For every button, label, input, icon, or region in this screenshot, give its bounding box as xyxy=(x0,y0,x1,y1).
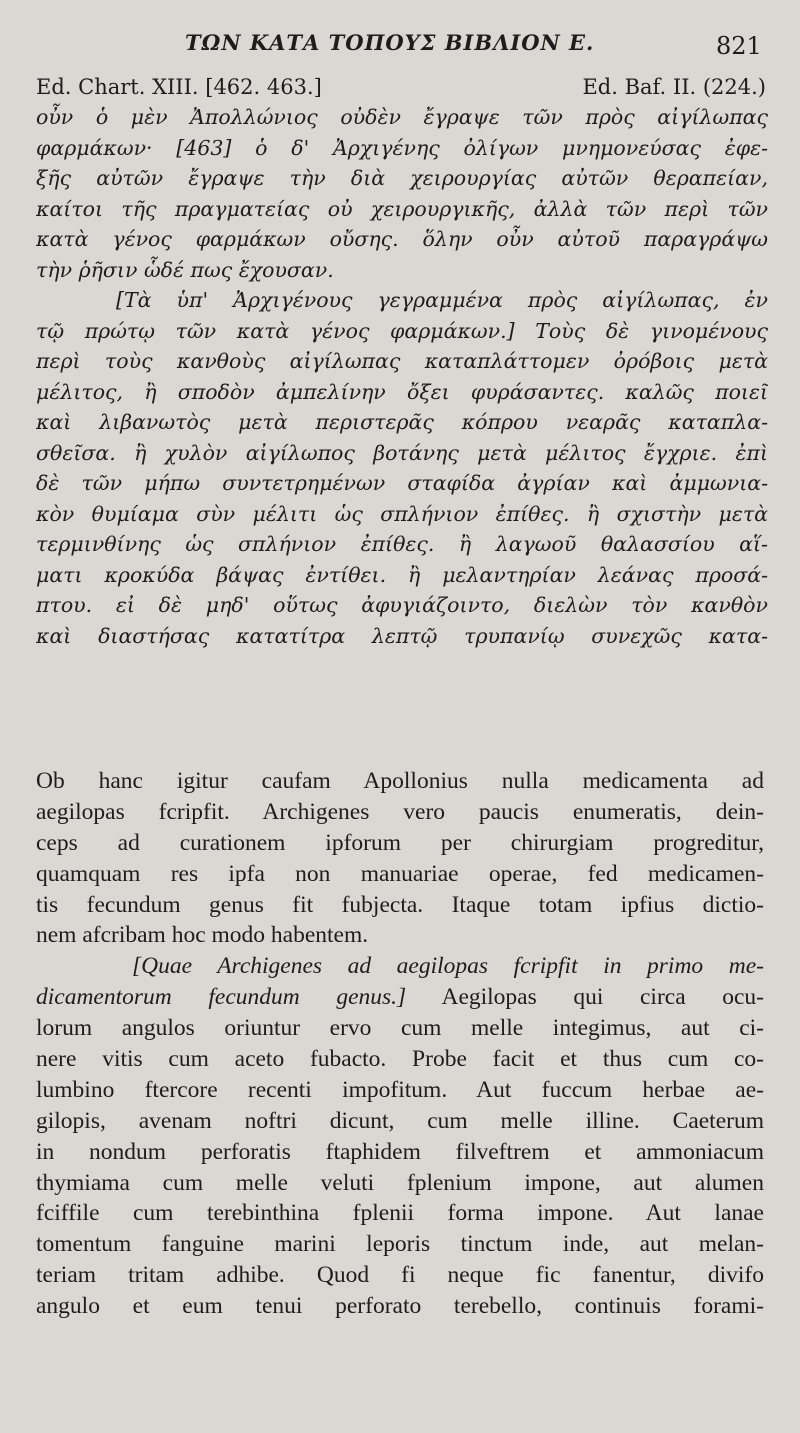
latin-line: lorum angulos oriuntur ervo cum melle integimus, aut ci- xyxy=(36,1015,764,1042)
greek-line: τερμινθίνης ὡς σπλήνιον ἐπίθες. ἢ λαγωοῦ θαλασσίου αἵ- xyxy=(36,532,768,556)
edition-basel-ref: Ed. Baf. II. (224.) xyxy=(582,75,766,99)
latin-line: fciffile cum terebinthina fplenii forma impone. Aut lanae xyxy=(36,1200,764,1227)
latin-line: in nondum perforatis ftaphidem filveftrem et ammoniacum xyxy=(36,1138,764,1165)
latin-line: nem afcribam hoc modo habentem. xyxy=(36,922,369,949)
latin-line: gilopis, avenam noftri dicunt, cum melle illine. Caeterum xyxy=(36,1107,764,1134)
latin-line: thymiama cum melle veluti fplenium impone, aut alumen xyxy=(36,1169,764,1196)
greek-line: καὶ λιβανωτὸς μετὰ περιστερᾶς κόπρου νεαρᾶς καταπλα- xyxy=(36,410,768,434)
edition-chart-ref: Ed. Chart. XIII. [462. 463.] xyxy=(36,75,322,99)
greek-line: ξῆς αὐτῶν ἔγραψε τὴν διὰ χειρουργίας αὐτῶν θεραπείαν, xyxy=(36,166,768,190)
greek-line: κατὰ γένος φαρμάκων οὔσης. ὅλην οὖν αὐτοῦ παραγράψω xyxy=(36,227,768,251)
latin-line: angulo et eum tenui perforato terebello, continuis forami- xyxy=(36,1293,764,1320)
latin-line: lumbino ftercore recenti impofitum. Aut fuccum herbae ae- xyxy=(36,1076,764,1103)
greek-line: καὶ διαστήσας κατατίτρα λεπτῷ τρυπανίῳ συνεχῶς κατα- xyxy=(36,623,768,648)
section-title-italic: [Quae Archigenes ad aegilopas fcripfit in primo me- xyxy=(132,953,764,980)
latin-line: teriam tritam adhibe. Quod fi neque fic fanentur, divifo xyxy=(36,1262,764,1289)
edition-references xyxy=(36,75,766,103)
greek-line: τὴν ῥῆσιν ὧδέ πως ἔχουσαν. xyxy=(36,257,334,282)
latin-line: quamquam res ipfa non manuariae operae, fed medicamen- xyxy=(36,860,764,887)
greek-line: τῷ πρώτῳ τῶν κατὰ γένος φαρμάκων.] Τοὺς δὲ γινομένους xyxy=(36,318,768,343)
greek-line: δὲ τῶν μήπω συντετρημένων σταφίδα ἀγρίαν καὶ ἀμμωνια- xyxy=(36,471,768,495)
latin-line: ceps ad curationem ipforum per chirurgiam progreditur, xyxy=(36,829,764,856)
greek-line: [Τὰ ὑπ' Ἀρχιγένους γεγραμμένα πρὸς αἰγίλωπας, ἐν xyxy=(116,288,768,312)
greek-text xyxy=(36,102,768,651)
latin-text xyxy=(36,766,764,1322)
greek-line: περὶ τοὺς κανθοὺς αἰγίλωπας καταπλάττομεν ὀρόβοις μετὰ xyxy=(36,349,768,373)
latin-line xyxy=(36,982,764,1013)
latin-line-rest: Aegilopas qui circa ocu- xyxy=(406,984,764,1011)
header-title: ΤΩΝ ΚΑΤΑ ΤΟΠΟΥΣ ΒΙΒΛΙΟΝ Ε. xyxy=(185,30,595,55)
latin-line: tis fecundum genus fit fubjecta. Itaque totam ipfius dictio- xyxy=(36,891,764,918)
greek-line: κὸν θυμίαμα σὺν μέλιτι ὡς σπλήνιον ἐπίθες. ἢ σχιστὴν μετὰ xyxy=(36,501,768,526)
greek-line: ματι κροκύδα βάψας ἐντίθει. ἢ μελαντηρίαν λεάνας προσά- xyxy=(36,562,768,587)
latin-line: aegilopas fcripfit. Archigenes vero paucis enumeratis, dein- xyxy=(36,798,764,825)
latin-line: nere vitis cum aceto fubacto. Probe facit et thus cum co- xyxy=(36,1046,764,1073)
latin-section-heading xyxy=(36,951,764,982)
greek-line: σθεῖσα. ἢ χυλὸν αἰγίλωπος βοτάνης μετὰ μέλιτος ἔγχριε. ἐπὶ xyxy=(36,440,768,465)
section-title-italic-cont: dicamentorum fecundum genus.] xyxy=(36,984,407,1011)
greek-line: πτου. εἰ δὲ μηδ' οὕτως ἀφυγιάζοιντο, διελὼν τὸν κανθὸν xyxy=(36,593,768,617)
latin-line: tomentum fanguine marini leporis tinctum inde, aut melan- xyxy=(36,1231,764,1258)
greek-line: μέλιτος, ἢ σποδὸν ἀμπελίνην ὄξει φυράσαντες. καλῶς ποιεῖ xyxy=(36,379,768,404)
greek-line: καίτοι τῆς πραγματείας οὐ χειρουργικῆς, ἀλλὰ τῶν περὶ τῶν xyxy=(36,196,768,221)
running-header xyxy=(0,28,800,68)
greek-line: οὖν ὁ μὲν Ἀπολλώνιος οὐδὲν ἔγραψε τῶν πρὸς αἰγίλωπας xyxy=(36,105,768,129)
page-number: 821 xyxy=(716,32,762,60)
latin-line: Ob hanc igitur caufam Apollonius nulla medicamenta ad xyxy=(36,768,764,794)
greek-line: φαρμάκων· [463] ὁ δ' Ἀρχιγένης ὀλίγων μνημονεύσας ἐφε- xyxy=(36,135,768,160)
